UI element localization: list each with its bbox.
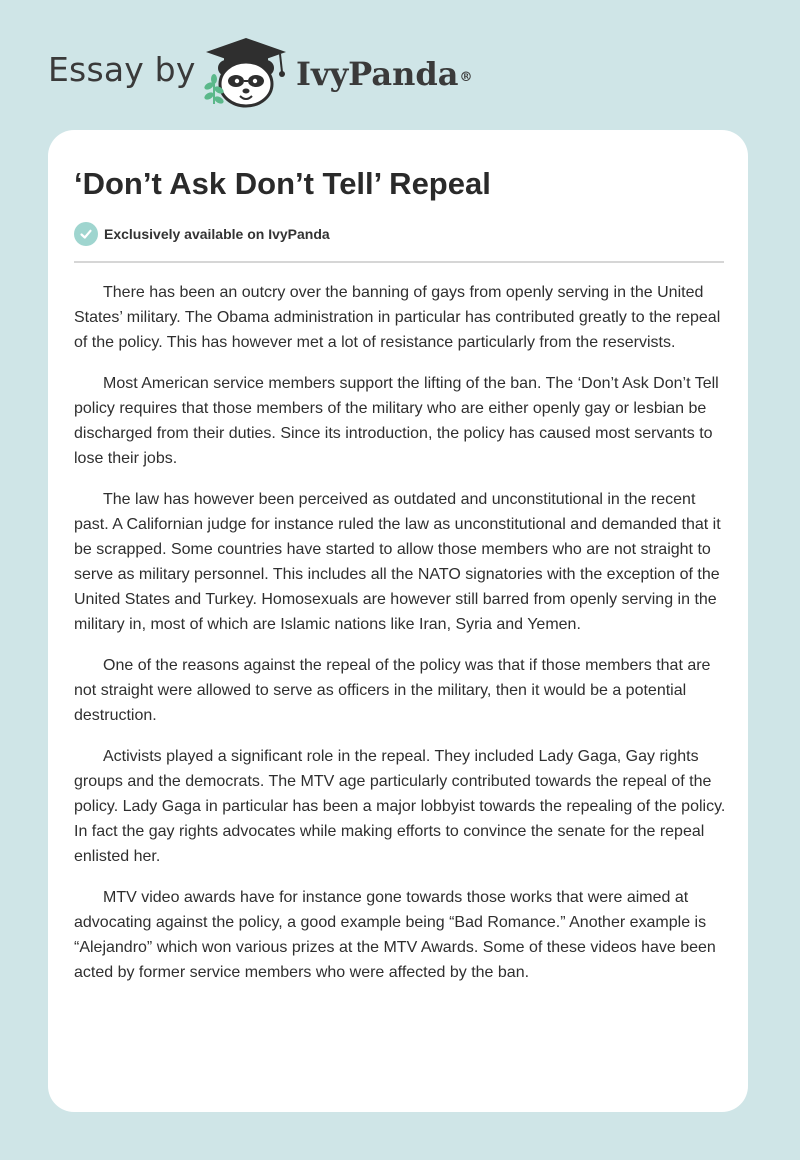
brand-name-text: IvyPanda [296,55,459,93]
paragraph: MTV video awards have for instance gone towards those works that were aimed at advocating against the policy, a good example being “Bad Romance.” Another example is “Alejandro” which won various prizes at the MTV Awards. Some of these videos have been acted by former service members who were affected by the ban. [74,889,716,981]
brand-prefix: Essay by [48,50,196,89]
brand-name[interactable] [296,54,472,94]
paragraph: One of the reasons against the repeal of the policy was that if those members that are not straight were allowed to serve as officers in the military, then it would be a potential destruction. [74,657,711,724]
check-icon [74,222,98,246]
registered-mark: ® [459,70,473,85]
paragraph: The law has however been perceived as outdated and unconstitutional in the recent past. A Californian judge for instance ruled the law as unconstitutional and demanded that it be scrapped. Some countries have started to allow those members who are not straight to serve as military personnel. This includes all the NATO signatories with the exception of the United States and Turkey. Homosexuals are however still barred from openly serving in the military in, most of which are Islamic nations like Iran, Syria and Yemen. [74,491,721,633]
panda-graduate-logo-icon[interactable] [200,34,292,110]
essay-body [74,280,726,1001]
paragraph: Most American service members support the lifting of the ban. The ‘Don’t Ask Don’t Tell policy requires that those members of the military who are either openly gay or lesbian be discharged from their duties. Since its introduction, the policy has caused most servants to lose their jobs. [74,375,719,467]
exclusive-badge [74,222,330,246]
essay-card [48,130,748,1112]
exclusive-badge-label: Exclusively available on IvyPanda [104,226,330,242]
site-header [0,0,800,120]
paragraph: There has been an outcry over the banning of gays from openly serving in the United States’ military. The Obama administration in particular has contributed greatly to the repeal of the policy. This has however met a lot of resistance particularly from the reservists. [74,284,721,351]
paragraph: Activists played a significant role in the repeal. They included Lady Gaga, Gay rights groups and the democrats. The MTV age particularly contributed towards the repeal of the policy. Lady Gaga in particular has been a major lobbyist towards the repealing of the policy. In fact the gay rights advocates while making efforts to convince the senate for the repeal enlisted her. [74,748,726,865]
title-divider [74,261,724,263]
essay-title: ‘Don’t Ask Don’t Tell’ Repeal [74,166,491,201]
